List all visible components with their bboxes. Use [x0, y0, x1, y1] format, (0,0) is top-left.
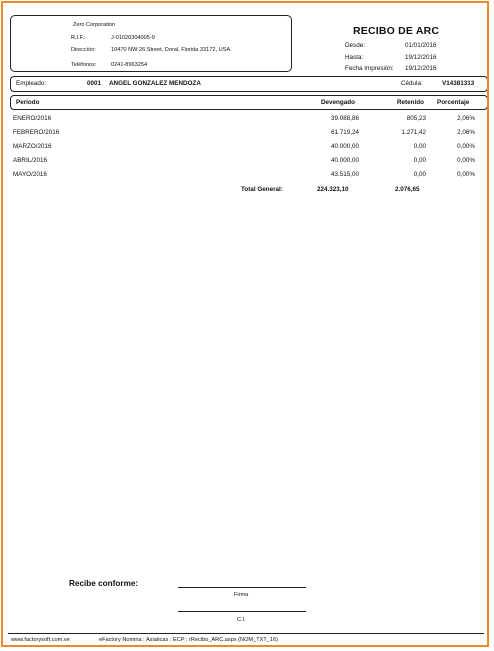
cell-retenido: 805,23 [406, 115, 426, 122]
address-value: 10470 NW 26 Street, Doral, Florida 33172, USA. [111, 47, 232, 53]
cell-porcentaje: 0,00% [457, 171, 475, 178]
col-header-porcentaje: Porcentaje [437, 99, 470, 106]
rif-label: R.I.F.: [71, 35, 86, 41]
receipt-title: RECIBO DE ARC [353, 25, 440, 37]
table-row [13, 129, 479, 143]
cell-porcentaje: 0,00% [457, 157, 475, 164]
total-retenido: 2.076,65 [395, 186, 420, 193]
to-date: 19/12/2016 [405, 54, 437, 61]
signature-line [178, 587, 306, 588]
arc-receipt-page [1, 1, 489, 647]
phone-value: 0241-8963254 [111, 62, 148, 68]
printed-date: 19/12/2016 [405, 65, 437, 72]
table-row [13, 115, 479, 129]
col-header-retenido: Retenido [397, 99, 424, 106]
cell-periodo: MARZO/2016 [13, 143, 52, 150]
total-label: Total General: [241, 186, 283, 193]
id-value: V14381313 [442, 80, 475, 87]
table-row [13, 143, 479, 157]
footer-divider [8, 633, 484, 634]
phone-label: Teléfonos: [71, 62, 97, 68]
cell-porcentaje: 2,06% [457, 129, 475, 136]
firma-label: Firma [234, 592, 249, 598]
ci-line [178, 611, 306, 612]
table-body [13, 115, 479, 195]
address-label: Dirección: [71, 47, 96, 53]
from-label: Desde: [345, 42, 365, 49]
cell-periodo: ABRIL/2016 [13, 157, 47, 164]
cell-devengado: 43.515,00 [330, 171, 359, 178]
footer-website: www.factorysoft.com.ve [11, 637, 70, 643]
cell-retenido: 0,00 [413, 171, 426, 178]
cell-devengado: 39.088,86 [330, 115, 359, 122]
cell-periodo: FEBRERO/2016 [13, 129, 60, 136]
employee-box [10, 76, 488, 92]
cell-retenido: 0,00 [413, 143, 426, 150]
company-name: Zero Corporation [73, 22, 116, 28]
col-header-devengado: Devengado [321, 99, 355, 106]
printed-label: Fecha Impresión: [345, 65, 394, 72]
cell-periodo: ENERO/2016 [13, 115, 52, 122]
employee-name: ANGEL GONZALEZ MENDOZA [109, 80, 201, 87]
table-row [13, 171, 479, 185]
table-row [13, 157, 479, 171]
receive-label: Recibe conforme: [69, 579, 139, 588]
cell-devengado: 40.000,00 [330, 157, 359, 164]
table-header [10, 95, 488, 110]
footer-system: eFactory Nomina : Asiaticas : ECP : rRecibo_ARC.aspx (NOM_TXT_16) [99, 637, 278, 643]
cell-retenido: 1.271,42 [401, 129, 426, 136]
employee-label: Empleado: [16, 80, 47, 87]
cell-devengado: 40.000,00 [330, 143, 359, 150]
cell-periodo: MAYO/2016 [13, 171, 47, 178]
cell-porcentaje: 0,00% [457, 143, 475, 150]
cell-devengado: 61.719,24 [330, 129, 359, 136]
col-header-periodo: Periodo [16, 99, 40, 106]
total-devengado: 224.323,10 [317, 186, 349, 193]
rif-value: J-01020304005-9 [111, 35, 155, 41]
from-date: 01/01/2016 [405, 42, 437, 49]
cell-retenido: 0,00 [413, 157, 426, 164]
employee-code: 0001 [87, 80, 102, 87]
company-info-box [10, 15, 292, 72]
id-label: Cédula: [401, 80, 423, 87]
to-label: Hasta: [345, 54, 364, 61]
ci-label: C.I. [237, 617, 246, 623]
cell-porcentaje: 2,06% [457, 115, 475, 122]
